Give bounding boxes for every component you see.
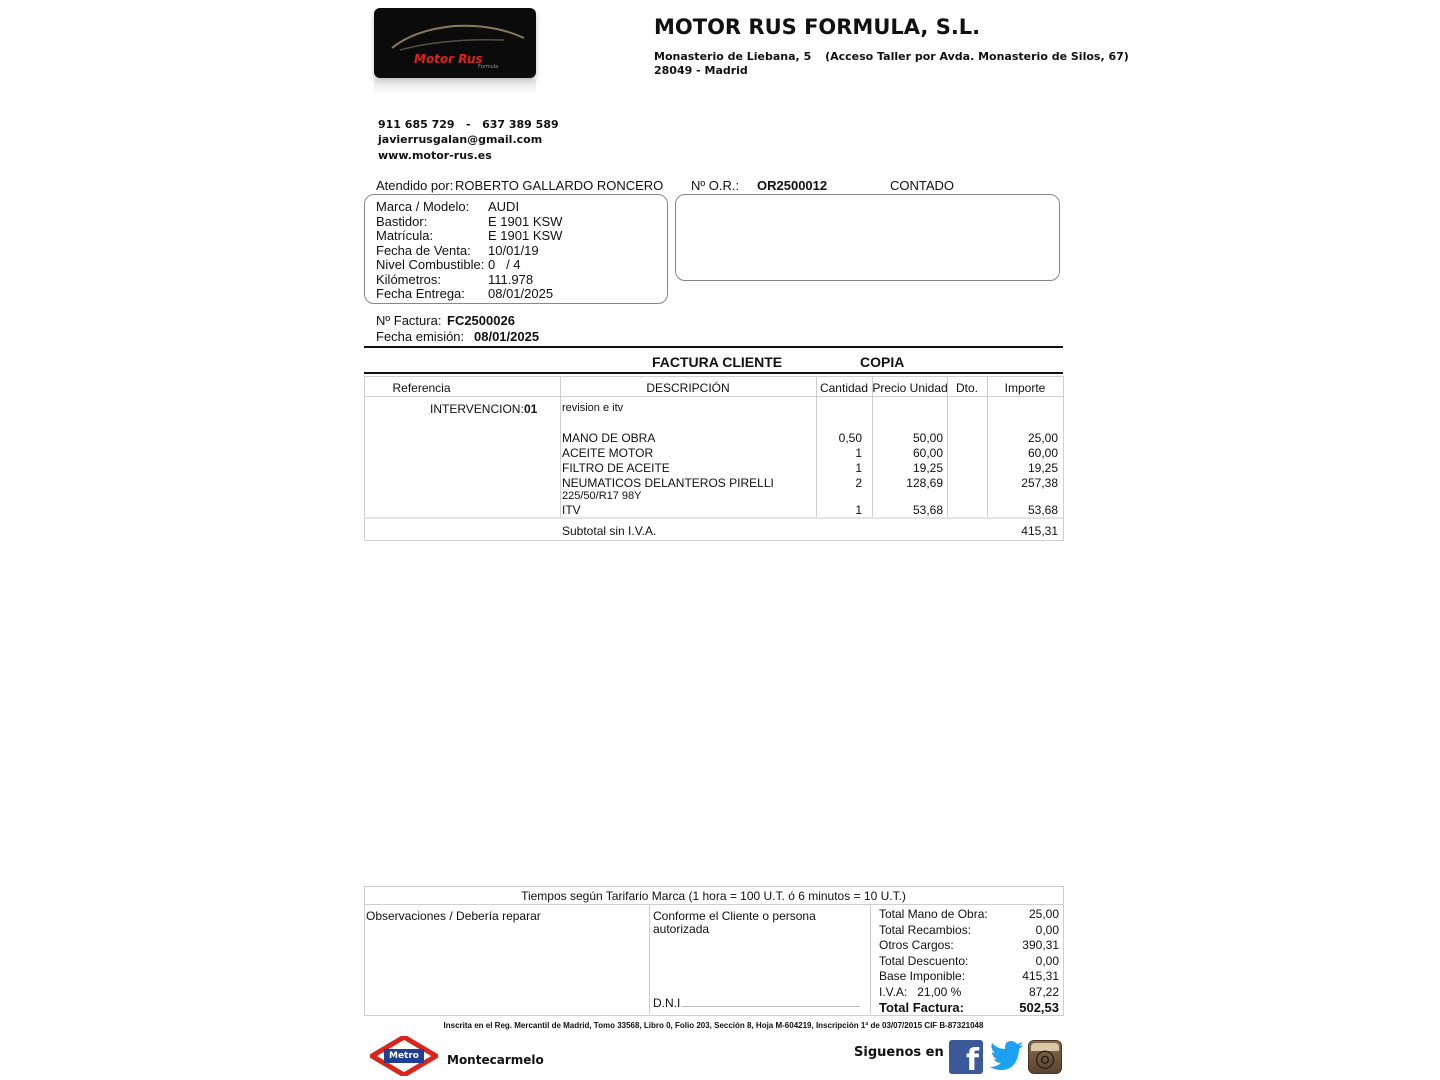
line-unit-price: 128,69 xyxy=(906,476,943,490)
line-quantity: 1 xyxy=(855,461,862,475)
vehicle-value: 10/01/19 xyxy=(488,242,539,258)
line-description: FILTRO DE ACEITE xyxy=(562,461,670,475)
header-precio-unidad: Precio Unidad xyxy=(872,381,948,395)
invoice-number-value: FC2500026 xyxy=(447,313,515,328)
line-amount: 53,68 xyxy=(1027,503,1058,517)
header-referencia: Referencia xyxy=(392,381,451,395)
title-bottom-rule xyxy=(364,372,1063,374)
line-quantity: 1 xyxy=(855,503,862,517)
footer-divider xyxy=(870,904,871,1014)
subtotal-label: Subtotal sin I.V.A. xyxy=(562,524,657,538)
line-unit-price: 50,00 xyxy=(912,431,943,445)
vehicle-value: 0 / 4 xyxy=(488,257,521,272)
line-unit-price: 53,68 xyxy=(912,503,943,517)
invoice-date-value: 08/01/2025 xyxy=(474,329,540,344)
header-cantidad: Cantidad xyxy=(819,381,869,395)
grand-total-label: Total Factura: xyxy=(879,1000,964,1015)
subtotal-value: 415,31 xyxy=(1021,524,1058,538)
totals-label: I.V.A: 21,00 % xyxy=(879,985,962,999)
totals-label: Otros Cargos: xyxy=(879,938,954,952)
dni-label: D.N.I xyxy=(653,996,681,1010)
header-dto: Dto. xyxy=(955,381,978,395)
vehicle-label: Fecha de Venta: xyxy=(376,242,471,258)
vehicle-label: Matrícula: xyxy=(376,228,434,243)
totals-row xyxy=(879,907,1059,922)
totals-label: Total Mano de Obra: xyxy=(879,907,988,921)
grand-total-row xyxy=(879,1000,1059,1016)
line-description: ACEITE MOTOR xyxy=(562,446,654,460)
facebook-icon[interactable] xyxy=(949,1040,983,1078)
intervention-number: 01 xyxy=(524,402,538,416)
follow-us-label: Siguenos en xyxy=(854,1045,944,1060)
or-value: OR2500012 xyxy=(757,178,828,193)
table-row xyxy=(364,431,1063,446)
facebook-glyph: f xyxy=(965,1043,979,1078)
totals-value: 0,00 xyxy=(1035,954,1059,968)
grand-total-value: 502,53 xyxy=(1019,1000,1059,1015)
header-importe: Importe xyxy=(1004,381,1046,395)
line-quantity: 1 xyxy=(855,446,862,460)
car-silhouette-icon xyxy=(374,8,536,78)
logo-reflection xyxy=(374,80,536,96)
invoice-date-label: Fecha emisión: xyxy=(376,329,465,344)
totals-value: 415,31 xyxy=(1022,969,1059,983)
client-box xyxy=(675,194,1060,281)
company-address-note: (Acceso Taller por Avda. Monasterio de Silos, 67) xyxy=(825,50,1129,63)
totals-value: 390,31 xyxy=(1022,938,1059,952)
contact-web: www.motor-rus.es xyxy=(378,149,492,162)
vehicle-value: 111.978 xyxy=(488,271,534,287)
payment-method: CONTADO xyxy=(890,178,955,193)
or-label: Nº O.R.: xyxy=(691,178,740,193)
logo-text: Motor Rus xyxy=(414,52,483,66)
company-street: Monasterio de Liebana, 5 xyxy=(654,50,812,63)
metro-station: Montecarmelo xyxy=(447,1053,544,1067)
company-city: 28049 - Madrid xyxy=(654,64,748,77)
invoice-number-label: Nº Factura: xyxy=(376,313,442,328)
company-address-line1 xyxy=(654,50,1129,63)
vehicle-value: 08/01/2025 xyxy=(488,286,554,301)
totals-row xyxy=(879,969,1059,984)
vehicle-details xyxy=(376,199,656,301)
vehicle-label: Bastidor: xyxy=(376,213,428,229)
invoice-copy-label: COPIA xyxy=(860,354,905,370)
line-quantity: 2 xyxy=(855,476,862,490)
tarifario-divider xyxy=(364,904,1063,905)
footer-divider xyxy=(649,904,650,1014)
table-header-divider xyxy=(364,396,1063,397)
invoice-title: FACTURA CLIENTE xyxy=(652,354,783,370)
line-amount: 25,00 xyxy=(1027,431,1058,445)
table-row xyxy=(364,461,1063,476)
line-description: ITV xyxy=(562,503,581,517)
company-name: MOTOR RUS FORMULA, S.L. xyxy=(654,15,981,39)
totals-label: Base Imponible: xyxy=(879,969,966,983)
totals-row xyxy=(879,938,1059,953)
line-description-detail: 225/50/R17 98Y xyxy=(562,490,642,502)
vehicle-row xyxy=(376,228,656,243)
line-description: MANO DE OBRA xyxy=(562,431,656,445)
table-row xyxy=(364,446,1063,461)
dni-signature-line xyxy=(682,1006,860,1007)
vehicle-row xyxy=(376,199,656,214)
totals-value: 0,00 xyxy=(1035,923,1059,937)
vehicle-label: Fecha Entrega: xyxy=(376,286,465,301)
line-quantity: 0,50 xyxy=(838,431,862,445)
totals-row xyxy=(879,923,1059,938)
observations-label: Observaciones / Debería reparar xyxy=(366,909,541,923)
line-unit-price: 60,00 xyxy=(912,446,943,460)
contact-email: javierrusgalan@gmail.com xyxy=(378,133,543,146)
intervention-description: revision e itv xyxy=(562,402,624,414)
vehicle-label: Marca / Modelo: xyxy=(376,199,470,214)
totals-row xyxy=(879,985,1059,1000)
vehicle-row xyxy=(376,214,656,229)
vehicle-label: Nivel Combustible: xyxy=(376,257,485,272)
header-descripcion: DESCRIPCIÓN xyxy=(646,381,730,395)
vehicle-row xyxy=(376,286,656,301)
line-amount: 60,00 xyxy=(1027,446,1058,460)
attended-label: Atendido por: xyxy=(376,178,454,193)
vehicle-label: Kilómetros: xyxy=(376,271,442,287)
title-top-rule xyxy=(364,346,1063,348)
totals-value: 87,22 xyxy=(1028,985,1059,999)
vehicle-value: E 1901 KSW xyxy=(488,228,563,243)
instagram-glyph: ◎ xyxy=(1034,1044,1056,1072)
table-row xyxy=(364,476,1063,503)
instagram-icon[interactable] xyxy=(1028,1040,1062,1074)
totals-label: Total Descuento: xyxy=(879,954,969,968)
contact-phones: 911 685 729 - 637 389 589 xyxy=(378,118,559,131)
line-unit-price: 19,25 xyxy=(912,461,943,475)
vehicle-row xyxy=(376,243,656,258)
client-conformity-line2: autorizada xyxy=(653,922,710,936)
vehicle-value: E 1901 KSW xyxy=(488,213,563,229)
metro-label: Metro xyxy=(389,1051,419,1061)
vehicle-row xyxy=(376,257,656,272)
attended-value: ROBERTO GALLARDO RONCERO xyxy=(455,178,664,193)
logo-tag: Formula xyxy=(478,64,499,70)
metro-sign xyxy=(370,1036,438,1076)
tarifario-note: Tiempos según Tarifario Marca (1 hora = 100 U.T. ó 6 minutos = 10 U.T.) xyxy=(521,889,906,903)
twitter-icon[interactable] xyxy=(990,1041,1024,1071)
company-logo xyxy=(374,8,536,78)
registry-note: Inscrita en el Reg. Mercantil de Madrid, Tomo 33568, Libro 0, Folio 203, Sección 8, Hoja M-604219, Inscripción 1ª de 03/07/2015 CIF B-87321048 xyxy=(443,1021,984,1030)
totals-value: 25,00 xyxy=(1028,907,1059,921)
table-row xyxy=(364,503,1063,518)
line-amount: 257,38 xyxy=(1021,476,1058,490)
line-amount: 19,25 xyxy=(1027,461,1058,475)
vehicle-row xyxy=(376,272,656,287)
vehicle-value: AUDI xyxy=(488,199,520,214)
intervention-label: INTERVENCION: xyxy=(430,402,524,416)
client-conformity-line1: Conforme el Cliente o persona xyxy=(653,909,816,923)
line-description: NEUMATICOS DELANTEROS PIRELLI xyxy=(562,476,774,490)
totals-label: Total Recambios: xyxy=(879,923,972,937)
totals-row xyxy=(879,954,1059,969)
